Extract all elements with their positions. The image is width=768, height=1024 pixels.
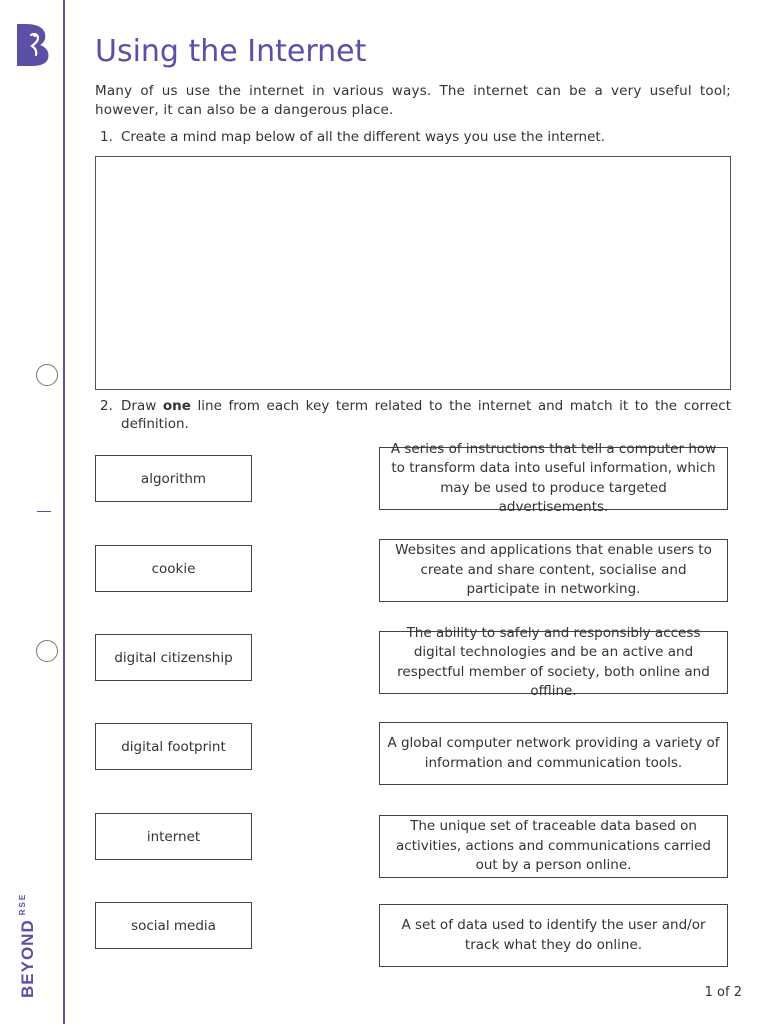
fold-mark: [37, 511, 51, 512]
definition-box[interactable]: A series of instructions that tell a computer how to transform data into useful information, which may be used to produce targeted advertisements.: [379, 447, 728, 510]
definition-box[interactable]: A set of data used to identify the user and/or track what they do online.: [379, 904, 728, 967]
intro-text: Many of us use the internet in various ways. The internet can be a very useful tool; however, it can also be a dangerous place.: [95, 83, 731, 118]
binder-hole: [36, 640, 58, 662]
term-box[interactable]: digital footprint: [95, 723, 252, 770]
term-box[interactable]: digital citizenship: [95, 634, 252, 681]
question-text: Create a mind map below of all the different ways you use the internet.: [121, 129, 605, 145]
question-1: [95, 128, 731, 146]
term-box[interactable]: internet: [95, 813, 252, 860]
question-number: 2.: [100, 398, 113, 414]
page-title: Using the Internet: [95, 34, 367, 69]
term-box[interactable]: cookie: [95, 545, 252, 592]
term-box[interactable]: algorithm: [95, 455, 252, 502]
brand-name: BEYOND: [18, 919, 37, 998]
definition-box[interactable]: The unique set of traceable data based on activities, actions and communications carried out by a person online.: [379, 815, 728, 878]
term-box[interactable]: social media: [95, 902, 252, 949]
mind-map-box[interactable]: [95, 156, 731, 390]
brand-wordmark: [18, 893, 38, 998]
definition-box[interactable]: A global computer network providing a variety of information and communication tools.: [379, 722, 728, 785]
page-number: 1 of 2: [704, 985, 742, 1000]
emphasis-word: one: [162, 398, 191, 414]
margin-line: [63, 0, 65, 1024]
definition-box[interactable]: The ability to safely and responsibly access digital technologies and be an active and respectful member of society, both online and offline.: [379, 631, 728, 694]
brand-sub: RSE: [18, 892, 27, 916]
beyond-logo-icon: [14, 22, 52, 66]
question-2: [95, 397, 731, 433]
question-text: Draw one line from each key term related to the internet and match it to the correct definition.: [121, 398, 731, 432]
question-number: 1.: [100, 129, 113, 145]
definition-box[interactable]: Websites and applications that enable users to create and share content, socialise and participate in networking.: [379, 539, 728, 602]
binder-hole: [36, 364, 58, 386]
